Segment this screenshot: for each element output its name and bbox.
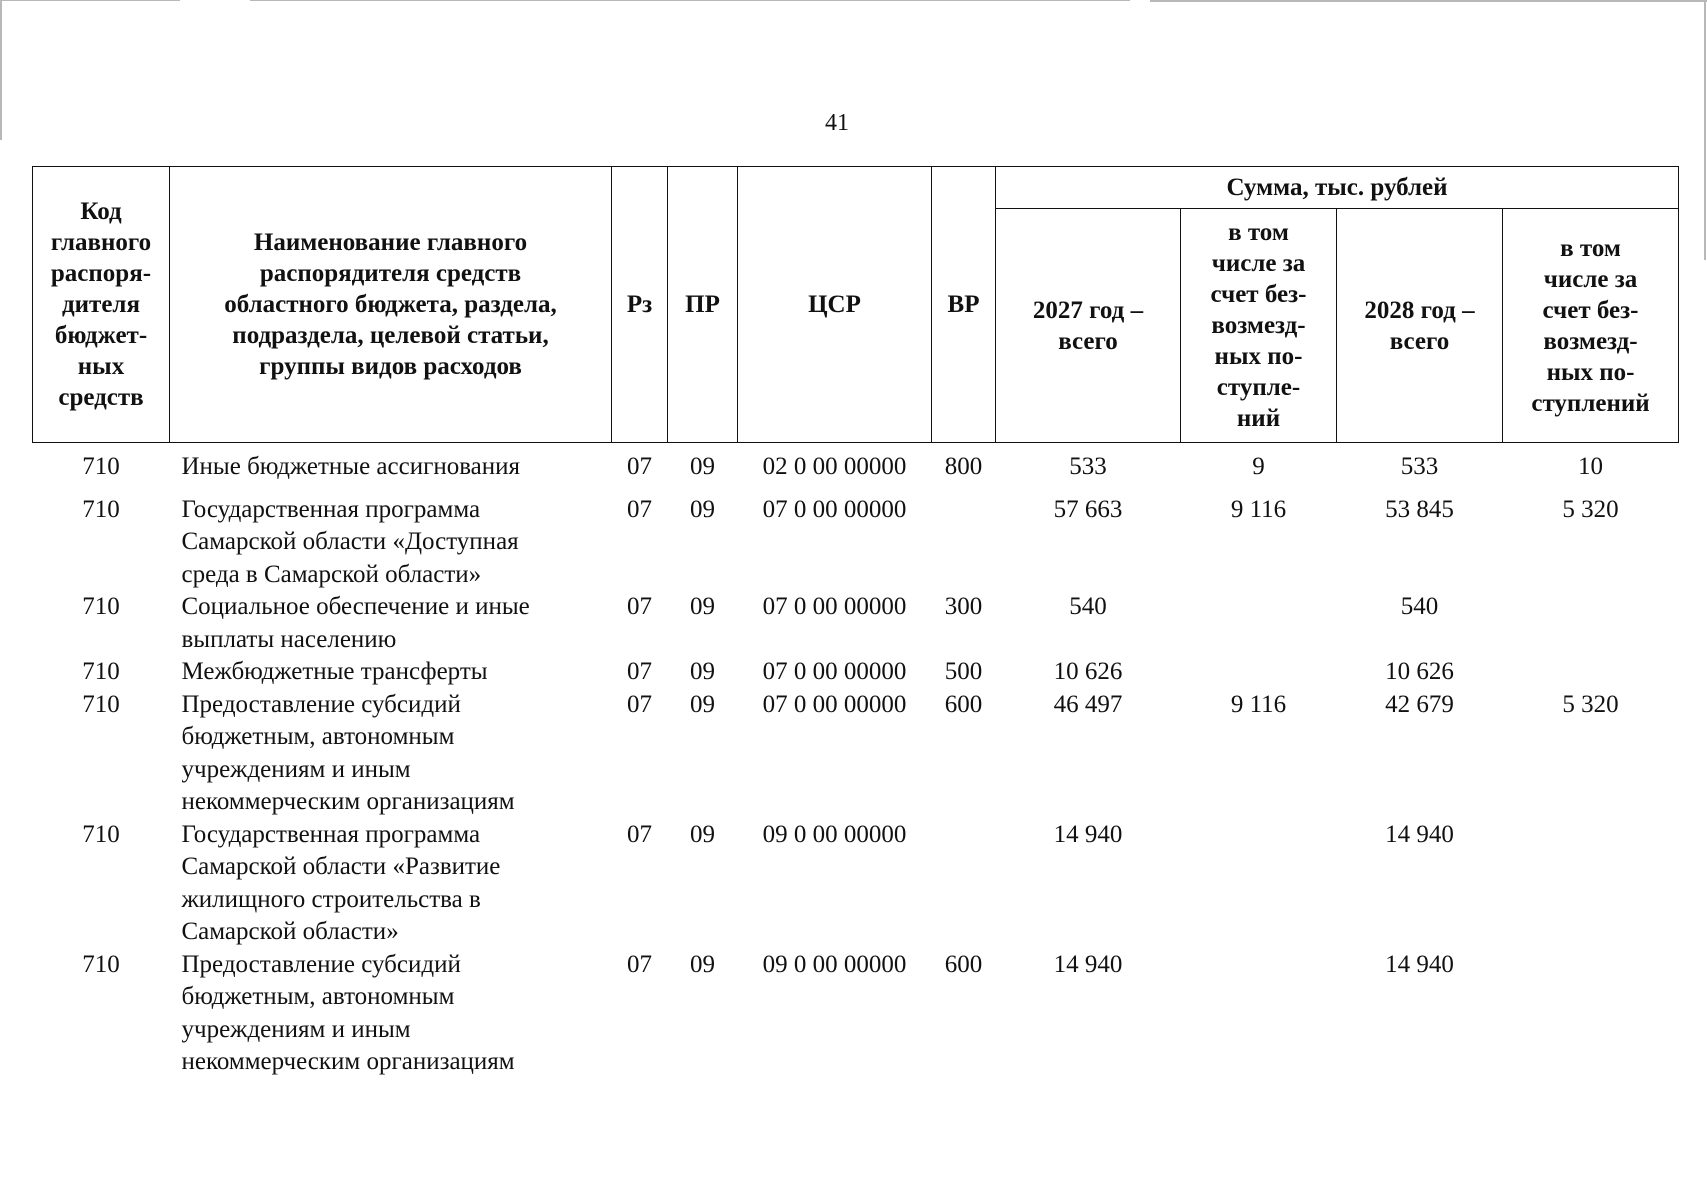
cell-csr: 07 0 00 00000 xyxy=(762,658,907,685)
cell-2028-total: 42 679 xyxy=(1385,690,1454,718)
cell-code: 710 xyxy=(82,690,120,718)
cell-name: Предоставление субсидий бюджетным, автономным учреждениям и иным некоммерческим организациям xyxy=(181,690,515,815)
header-row-top xyxy=(33,167,1679,209)
cell-2027-free: 9 116 xyxy=(1230,690,1287,718)
header-pr: ПР xyxy=(668,167,738,443)
cell-2027-free: 9 xyxy=(1252,453,1265,480)
table-row xyxy=(33,689,1679,819)
cell-2028-free: 5 320 xyxy=(1562,495,1619,523)
page-number: 41 xyxy=(825,110,849,136)
cell-csr: 07 0 00 00000 xyxy=(762,690,907,718)
cell-code: 710 xyxy=(82,495,120,523)
cell-vr: 800 xyxy=(944,453,983,480)
table-row xyxy=(33,591,1679,656)
cell-2027-total: 540 xyxy=(1069,593,1107,620)
cell-2027-free xyxy=(1181,656,1337,689)
cell-2028-free xyxy=(1503,591,1679,656)
cell-2027-total: 10 626 xyxy=(1053,658,1123,685)
cell-2028-free xyxy=(1503,949,1679,1079)
table-row xyxy=(33,819,1679,949)
cell-rz: 07 xyxy=(627,495,652,523)
cell-vr: 600 xyxy=(944,690,983,718)
cell-2027-total: 14 940 xyxy=(1053,820,1123,848)
cell-pr: 09 xyxy=(690,820,715,848)
cell-vr: 300 xyxy=(944,593,983,620)
cell-2028-total: 540 xyxy=(1400,593,1439,620)
table-row xyxy=(33,949,1679,1079)
cell-rz: 07 xyxy=(627,950,652,978)
cell-csr: 07 0 00 00000 xyxy=(762,495,907,523)
cell-pr: 09 xyxy=(690,658,715,685)
header-sum-group: Сумма, тыс. рублей xyxy=(996,167,1679,209)
cell-2027-total: 46 497 xyxy=(1053,690,1123,718)
cell-code: 710 xyxy=(82,820,120,848)
cell-csr: 09 0 00 00000 xyxy=(762,820,907,848)
cell-name: Государственная программа Самарской области «Доступная среда в Самарской области» xyxy=(181,495,519,588)
cell-2027-free xyxy=(1181,949,1337,1079)
scan-edge-top-left xyxy=(0,0,180,1)
cell-code: 710 xyxy=(82,593,120,620)
header-2027-total: 2027 год – всего xyxy=(996,209,1181,443)
cell-pr: 09 xyxy=(690,593,715,620)
cell-2028-total: 14 940 xyxy=(1385,820,1454,848)
header-csr: ЦСР xyxy=(738,167,932,443)
cell-name: Межбюджетные трансферты xyxy=(181,658,488,685)
cell-2028-total: 53 845 xyxy=(1385,495,1454,523)
header-name: Наименование главного распорядителя средств областного бюджета, раздела, подраздела, целевой статьи, группы видов расходов xyxy=(170,167,612,443)
cell-vr: 500 xyxy=(944,658,983,685)
header-2028-total: 2028 год – всего xyxy=(1337,209,1503,443)
cell-vr xyxy=(932,819,996,949)
cell-rz: 07 xyxy=(627,593,652,620)
budget-table xyxy=(32,166,1679,1079)
cell-2027-total: 57 663 xyxy=(1053,495,1123,523)
cell-pr: 09 xyxy=(690,453,715,480)
cell-2028-free: 10 xyxy=(1578,453,1604,480)
table-row xyxy=(33,656,1679,689)
cell-2028-free xyxy=(1503,819,1679,949)
cell-2028-total: 533 xyxy=(1400,453,1439,480)
cell-rz: 07 xyxy=(627,820,652,848)
cell-2028-free xyxy=(1503,656,1679,689)
cell-2027-total: 14 940 xyxy=(1053,950,1123,978)
cell-vr: 600 xyxy=(944,950,983,978)
cell-rz: 07 xyxy=(627,453,652,480)
header-vr: ВР xyxy=(932,167,996,443)
header-code: Код главного распоря- дителя бюджет- ных средств xyxy=(33,167,170,443)
cell-pr: 09 xyxy=(690,950,715,978)
cell-2028-total: 14 940 xyxy=(1385,950,1454,978)
cell-name: Предоставление субсидий бюджетным, автономным учреждениям и иным некоммерческим организациям xyxy=(181,950,515,1075)
cell-csr: 07 0 00 00000 xyxy=(762,593,907,620)
cell-2027-free: 9 116 xyxy=(1230,495,1287,523)
scan-edge-right xyxy=(1704,0,1706,260)
cell-2027-free xyxy=(1181,591,1337,656)
cell-pr: 09 xyxy=(690,495,715,523)
cell-2028-total: 10 626 xyxy=(1385,658,1454,685)
cell-code: 710 xyxy=(82,453,120,480)
cell-name: Государственная программа Самарской области «Развитие жилищного строительства в Самарской области» xyxy=(181,820,501,945)
header-2028-free: в том числе за счет без- возмезд- ных по- ступлений xyxy=(1503,209,1679,443)
cell-vr xyxy=(932,484,996,592)
cell-name: Социальное обеспечение и иные выплаты населению xyxy=(181,593,530,653)
header-rz: Рз xyxy=(612,167,668,443)
cell-pr: 09 xyxy=(690,690,715,718)
cell-code: 710 xyxy=(82,950,120,978)
cell-csr: 02 0 00 00000 xyxy=(762,453,907,480)
cell-rz: 07 xyxy=(627,658,652,685)
table-row xyxy=(33,484,1679,592)
cell-name: Иные бюджетные ассигнования xyxy=(181,453,521,480)
cell-csr: 09 0 00 00000 xyxy=(762,950,907,978)
header-2027-free: в том числе за счет без- возмезд- ных по- ступле- ний xyxy=(1181,209,1337,443)
table-row xyxy=(33,443,1679,484)
cell-code: 710 xyxy=(82,658,120,685)
scan-edge-top-middle xyxy=(250,0,1130,1)
cell-2027-total: 533 xyxy=(1069,453,1107,480)
cell-2028-free: 5 320 xyxy=(1562,690,1619,718)
cell-2027-free xyxy=(1181,819,1337,949)
scan-edge-top-right xyxy=(1150,0,1707,2)
cell-rz: 07 xyxy=(627,690,652,718)
